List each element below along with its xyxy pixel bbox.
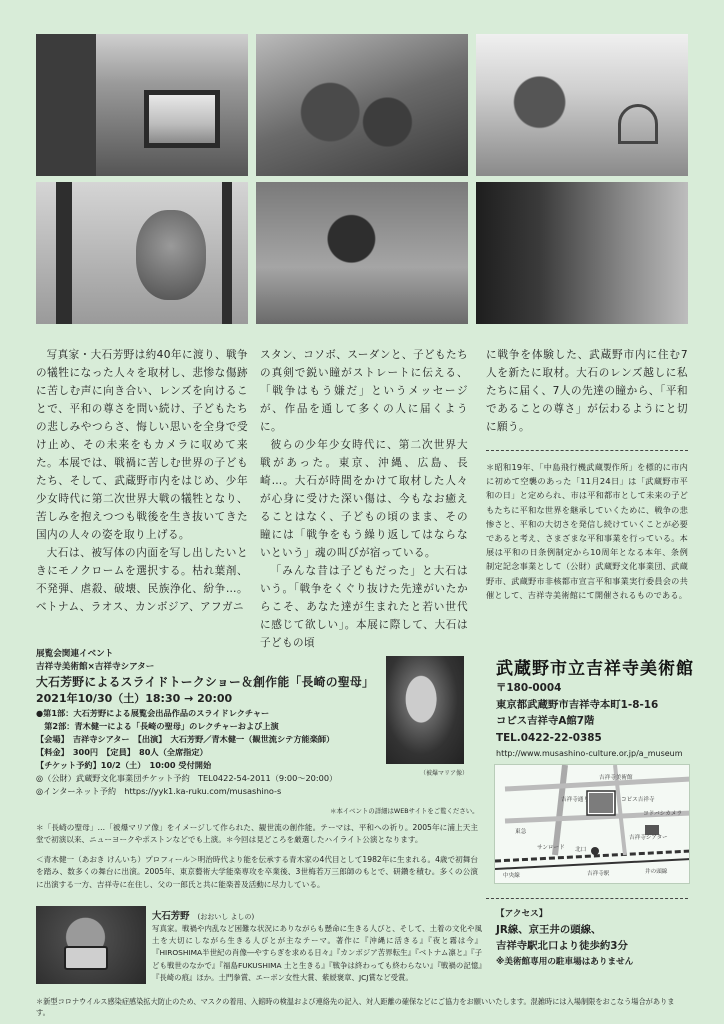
photo-window-ruins xyxy=(36,34,248,176)
museum-building: コピス吉祥寺A館7階 xyxy=(496,715,595,727)
map-label-inokashira: 井の頭線 xyxy=(645,869,668,875)
paragraph: スタン、コソボ、スーダンと、子どもたちの真剣で鋭い瞳がストレートに伝える、「戦争はもう嫌だ」というメッセージが、作品を通して多くの人に届くように。 xyxy=(260,349,468,433)
event-heading: 展覧会関連イベント xyxy=(36,649,114,659)
bio-name-text: 大石芳野 xyxy=(152,911,190,922)
covid-notice: ＊新型コロナウイルス感染症感染拡大防止のため、マスクの着用、入館時の検温および連絡先の記入、対人距離の確保などにご協力をお願いいたします。混雑時には入場制限をおこなう場合があります。 xyxy=(36,997,675,1017)
photo-woman-hiroshima-dome xyxy=(476,34,688,176)
museum-info xyxy=(496,680,683,763)
museum-address: 東京都武蔵野市吉祥寺本町1-8-16 xyxy=(496,698,659,711)
museum-name: 武蔵野市立吉祥寺美術館 xyxy=(496,659,694,679)
access-map xyxy=(494,764,690,884)
paragraph: 大石は、被写体の内面を写し出したいときにモノクロームを選択する。枯れ葉剤、不発弾、虐殺、破壊、民族浄化、紛争…。ベトナム、ラオス、カンボジア、アフガニ xyxy=(36,547,248,613)
map-label-yodobashi: ヨドバシカメラ xyxy=(643,811,683,817)
event-fee: 【料金】 300円 【定員】 80人（全席指定） xyxy=(36,747,208,758)
event-venue: 【会場】 吉祥寺シアター 【出演】 大石芳野／青木健一（観世流シテ方能楽師） xyxy=(36,734,335,745)
map-label-sunroad: サンロード xyxy=(537,845,565,851)
main-text-column-3 xyxy=(486,346,688,436)
bio-name xyxy=(152,908,254,922)
photo-two-girls xyxy=(256,34,468,176)
map-label-tokyu: 東急 xyxy=(515,829,527,835)
photo-smiling-child xyxy=(256,182,468,324)
museum-url-link[interactable]: http://www.musashino-culture.or.jp/a_museum xyxy=(496,749,683,758)
museum-zip: 〒180-0004 xyxy=(496,682,562,694)
map-label-hokuguchi: 北口 xyxy=(575,847,587,853)
event-subheading: 吉祥寺美術館×吉祥寺シアター xyxy=(36,662,155,673)
event-web-link[interactable]: ◎インターネット予約 https://yyk1.ka-ruku.com/musashino-s xyxy=(36,786,282,797)
parking-note: ※美術館専用の駐車場はありません xyxy=(496,957,634,967)
museum-tel: TEL.0422-22-0385 xyxy=(496,731,602,744)
event-ticket: 【チケット予約】10/2（土） 10:00 受付開始 xyxy=(36,760,212,771)
photo-elderly-woman-window xyxy=(36,182,248,324)
event-tel: ◎（公財）武蔵野文化事業団チケット予約 TEL0422-54-2011（9:00〜20:00） xyxy=(36,773,338,784)
map-label-theater: 吉祥寺シアター xyxy=(629,835,668,841)
map-label-kichijoji-dori: 吉祥寺通り xyxy=(561,797,589,803)
camera-icon xyxy=(64,946,108,970)
divider xyxy=(486,450,688,451)
peace-day-note: ＊昭和19年、「中島飛行機武蔵製作所」を標的に市内に初めて空襲のあった「11月24日」は「武蔵野市平和の日」と定められ、市は平和都市として未来の子どもたちに平和な世界を継承していくために、戦争の悲惨さと、平和の大切さを発信し続けていくことが必要であると考え、さまざまな平和事業を行っている。本展は平和の日条例制定から10周年となる本年、条例制定記念事業として（公財）武蔵野文化事業団、武蔵野市、武蔵野市非核都市宣言平和事業実行委員会の共催として、吉祥寺美術館にて開催されるものである。 xyxy=(486,462,688,600)
noh-note: ＊「長崎の聖母」…「被爆マリア像」をイメージして作られた、観世流の創作能。テーマは、平和への祈り。2005年に浦上天主堂で初演以来、ニューヨークやポストンなどでも上演。＊今回は見どころを厳選したハイライト公演となります。 xyxy=(36,823,478,845)
access-label: 【アクセス】 xyxy=(496,909,548,919)
map-label-station: 吉祥寺駅 xyxy=(587,871,610,877)
paragraph: 写真家・大石芳野は約40年に渡り、戦争の犠牲になった人々を取材し、悲惨な傷跡に苦しむ声に向き合い、レンズを向けることで、平和の尊さを問い続け、子どもたちの悲しみやつらさ、悔しい思いを全身で受け止め、その未来をもカメラに収めて来た。本展では、戦禍に苦しむ世界の子どもたち、そして、武蔵野市内をはじめ、少年少女時代に第二次世界大戦の犠牲となり、苦しみを抱えつつも戦後を生き抜いてきた国内の人々の姿を取り上げる。 xyxy=(36,349,248,541)
event-section xyxy=(36,648,386,798)
bio-kana: (おおいし よしの) xyxy=(197,913,255,921)
photo-oishi-yoshino xyxy=(36,906,146,984)
photo-street-scene xyxy=(476,182,688,324)
maria-caption: （被爆マリア像） xyxy=(420,770,469,777)
map-label-museum: 吉祥寺美術館 xyxy=(599,775,633,781)
access-line2: 吉祥寺駅北口より徒歩約3分 xyxy=(496,940,628,952)
photo-hibaku-maria xyxy=(386,656,464,764)
access-line1: JR線、京王井の頭線、 xyxy=(496,924,602,936)
event-part1: ●第1部：大石芳野による展覧会出品作品のスライドレクチャー xyxy=(36,708,270,719)
event-title: 大石芳野によるスライドトークショー＆創作能「長崎の聖母」 xyxy=(36,675,375,690)
paragraph: 「みんな昔は子どもだった」と大石はいう。「戦争をくぐり抜けた先達がいたからこそ、あなた達が生まれたと若い世代に感じて欲しい」。本展に際して、大石は子どもの頃 xyxy=(260,565,468,649)
event-date: 2021年10/30（土）18:30 → 20:00 xyxy=(36,692,233,706)
map-label-coppis: コピス吉祥寺 xyxy=(621,797,655,803)
access-info xyxy=(496,906,633,970)
divider xyxy=(486,898,688,899)
aoki-profile: ＜青木健一（あおき けんいち）プロフィール＞明治時代より能を伝承する青木家の4代目として1982年に生まれる。4歳で初舞台を踏み、数多くの舞台に出演。2005年、東京藝術大学能楽専攻を卒業後、3世梅若万三郎師のもとで、研鑽を積む。多くの公演に出演する一方、吉祥寺に在住し、父の一郎氏と共に能楽普及活動に尽力している。 xyxy=(36,855,478,889)
bio-text: 写真家。戦禍や内乱など困難な状況にありながらも懸命に生きる人びと、そして、土着の文化や風土を大切にしながら生きる人びとが主なテーマ。著作に『沖縄に活きる』『夜と霧は今』『HIROSHIMA半世紀の肖像―やすらぎを求める日々』『カンボジア苦界転生』『ベトナム凛と』『子ども戦世のなかで』『福島FUKUSHIMA 土と生きる』『戦争は終わっても終わらない』『戦禍の記憶』『長崎の痕』ほか。土門拳賞、エーボン女性大賞、紫綬褒章、JCJ賞など受賞。 xyxy=(152,924,482,982)
event-web-note: ＊本イベントの詳細はWEBサイトをご覧ください。 xyxy=(330,807,479,815)
map-label-chuo: 中央線 xyxy=(503,873,520,879)
main-text-column-1 xyxy=(36,346,248,616)
event-part2: 第2部：青木健一による「長崎の聖母」のレクチャーおよび上演 xyxy=(36,721,279,732)
paragraph: に戦争を体験した、武蔵野市内に住む7人を新たに取材。大石のレンズ越しに私たちに届く、7人の先達の瞳から、「平和であることの尊さ」が伝わるようにと切に願う。 xyxy=(486,349,688,433)
paragraph: 彼らの少年少女時代に、第二次世界大戦があった。東京、沖縄、広島、長崎…。大石が時間をかけて取材した人々が心身に受けた深い傷は、今もなお癒えることはなく、子どもの頃のまま、その瞳には「戦争をもう繰り返してはならないという」魂の叫びが宿っている。 xyxy=(260,439,468,559)
main-text-column-2 xyxy=(260,346,468,652)
